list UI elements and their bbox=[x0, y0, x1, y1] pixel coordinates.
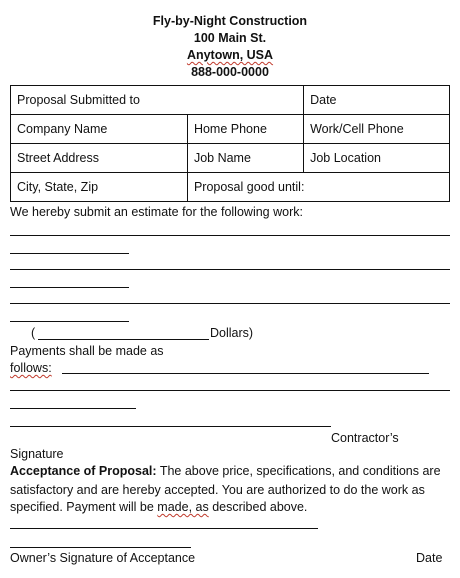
company-street: 100 Main St. bbox=[193, 31, 267, 45]
payments-line-3[interactable] bbox=[10, 408, 136, 409]
contractors-label: Contractor’s bbox=[331, 431, 399, 445]
date-cell[interactable]: Date bbox=[304, 86, 450, 115]
owner-signature-line[interactable] bbox=[10, 528, 318, 529]
work-line-6[interactable] bbox=[10, 321, 129, 322]
date-label: Date bbox=[416, 551, 443, 565]
company-phone: 888-000-0000 bbox=[191, 65, 269, 79]
work-cell-phone-cell[interactable]: Work/Cell Phone bbox=[304, 115, 450, 144]
payments-line-2[interactable] bbox=[10, 390, 450, 391]
acceptance-text-3a: specified. Payment will be bbox=[10, 500, 158, 514]
company-city-text: Anytown, USA bbox=[186, 48, 274, 62]
proposal-good-until-cell[interactable]: Proposal good until: bbox=[187, 173, 449, 202]
home-phone-cell[interactable]: Home Phone bbox=[187, 115, 303, 144]
contractor-signature-line[interactable] bbox=[10, 426, 331, 427]
city-state-zip-cell[interactable]: City, State, Zip bbox=[11, 173, 188, 202]
work-line-4[interactable] bbox=[10, 287, 129, 288]
payments-follows-text: follows: bbox=[10, 361, 52, 375]
signature-label: Signature bbox=[10, 447, 64, 461]
dollars-label: Dollars) bbox=[210, 326, 254, 340]
acceptance-heading: Acceptance of Proposal: bbox=[10, 464, 157, 478]
company-city bbox=[0, 47, 460, 63]
owner-signature-label: Owner’s Signature of Acceptance bbox=[10, 551, 196, 565]
company-name-cell[interactable]: Company Name bbox=[11, 115, 188, 144]
proposal-submitted-to-cell[interactable]: Proposal Submitted to bbox=[11, 86, 304, 115]
street-address-cell[interactable]: Street Address bbox=[11, 144, 188, 173]
payments-label-line1: Payments shall be made as bbox=[10, 344, 164, 358]
dollars-open-paren: ( bbox=[31, 326, 36, 340]
job-location-cell[interactable]: Job Location bbox=[304, 144, 450, 173]
work-line-1[interactable] bbox=[10, 235, 450, 236]
acceptance-text-1: The above price, specifications, and conditions are bbox=[156, 464, 441, 478]
work-line-2[interactable] bbox=[10, 253, 129, 254]
proposal-info-table bbox=[10, 85, 450, 202]
work-line-3[interactable] bbox=[10, 269, 450, 270]
work-line-5[interactable] bbox=[10, 303, 450, 304]
dollars-amount-line[interactable] bbox=[38, 339, 209, 340]
acceptance-line-2: satisfactory and are hereby accepted. You are authorized to do the work as bbox=[10, 483, 425, 497]
acceptance-line-1 bbox=[10, 463, 441, 479]
company-name: Fly-by-Night Construction bbox=[152, 14, 308, 28]
acceptance-line-3 bbox=[10, 499, 307, 515]
payments-label-line2 bbox=[10, 360, 52, 376]
payments-line-1[interactable] bbox=[62, 373, 429, 374]
acceptance-text-3b: made, as bbox=[157, 500, 209, 514]
owner-date-line[interactable] bbox=[10, 547, 191, 548]
estimate-intro: We hereby submit an estimate for the following work: bbox=[10, 205, 303, 219]
acceptance-text-3c: described above. bbox=[208, 500, 308, 514]
job-name-cell[interactable]: Job Name bbox=[187, 144, 303, 173]
